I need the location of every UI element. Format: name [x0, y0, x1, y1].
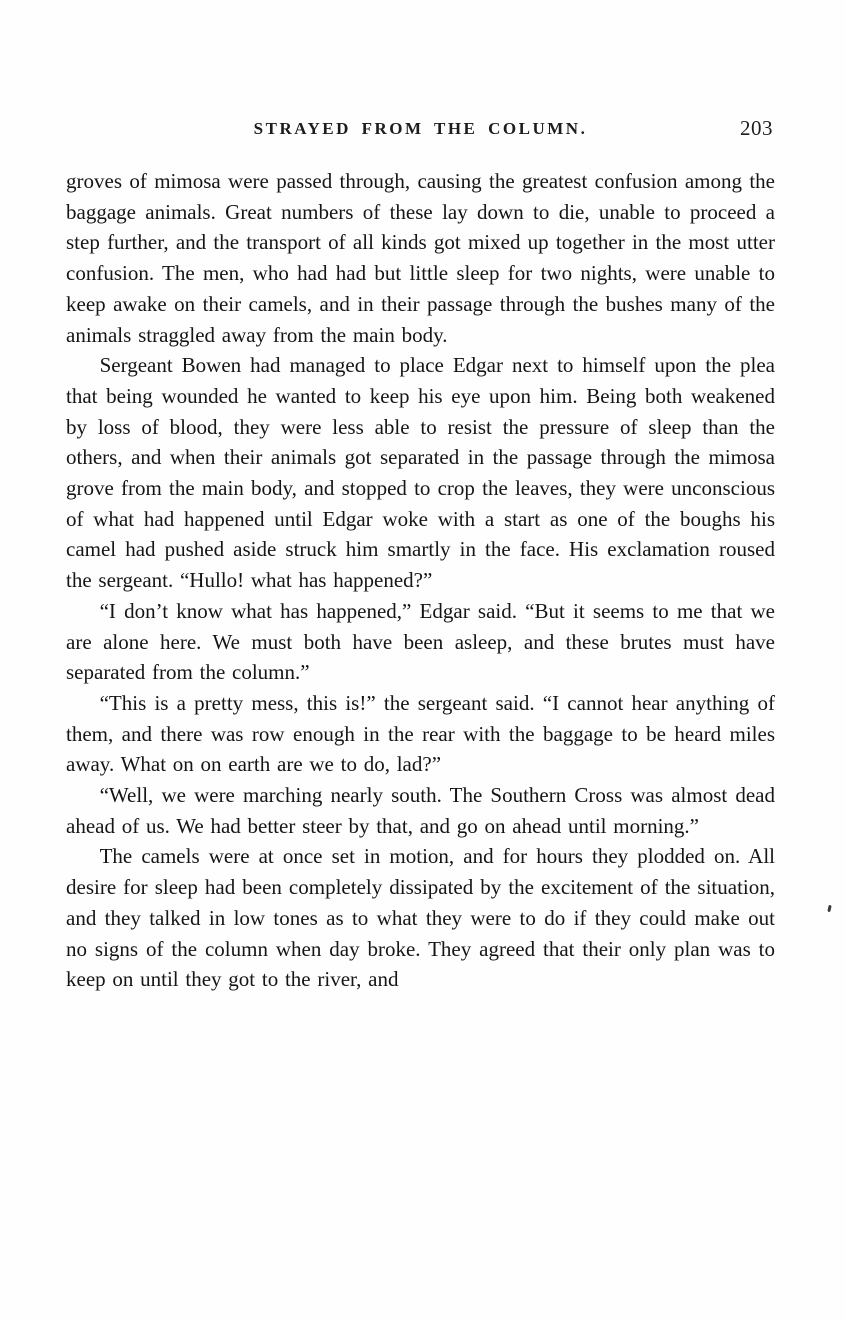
page-number: 203: [740, 116, 773, 140]
page-header: [66, 116, 775, 142]
running-title: STRAYED FROM THE COLUMN.: [253, 119, 588, 138]
paragraph: The camels were at once set in motion, and for hours they plodded on. All desire for sleep had been completely dissipated by the excitement of the situation, and they talked in low tones as to what they were to do if they could make out no signs of the column when day broke. They agreed that their only plan was to keep on until they got to the river, and: [66, 844, 775, 992]
paragraph: “I don’t know what has happened,” Edgar said. “But it seems to me that we are alone here. We must both have been asleep, and these brutes must have separated from the column.”: [66, 598, 775, 685]
ink-speck: [827, 905, 831, 912]
paragraph: groves of mimosa were passed through, causing the greatest confusion among the baggage animals. Great numbers of these lay down to die, unable to proceed a step further, and the transport of all kinds got mixed up together in the most utter confusion. The men, who had had but little sleep for two nights, were unable to keep awake on their camels, and in their passage through the bushes many of the animals straggled away from the main body.: [66, 169, 775, 347]
paragraph: Sergeant Bowen had managed to place Edgar next to himself upon the plea that being wounded he wanted to keep his eye upon him. Being both weakened by loss of blood, they were less able to resist the pressure of sleep than the others, and when their animals got separated in the passage through the mimosa grove from the main body, and stopped to crop the leaves, they were unconscious of what had happened until Edgar woke with a start as one of the boughs his camel had pushed aside struck him smartly in the face. His exclamation roused the sergeant. “Hullo! what has happened?”: [66, 353, 775, 593]
paragraph: “This is a pretty mess, this is!” the sergeant said. “I cannot hear anything of them, and there was row enough in the rear with the baggage to be heard miles away. What on on earth are we to do, lad?”: [66, 690, 775, 777]
body-text: [66, 166, 775, 995]
paragraph: “Well, we were marching nearly south. The Southern Cross was almost dead ahead of us. We had better steer by that, and go on ahead until morning.”: [66, 783, 775, 838]
